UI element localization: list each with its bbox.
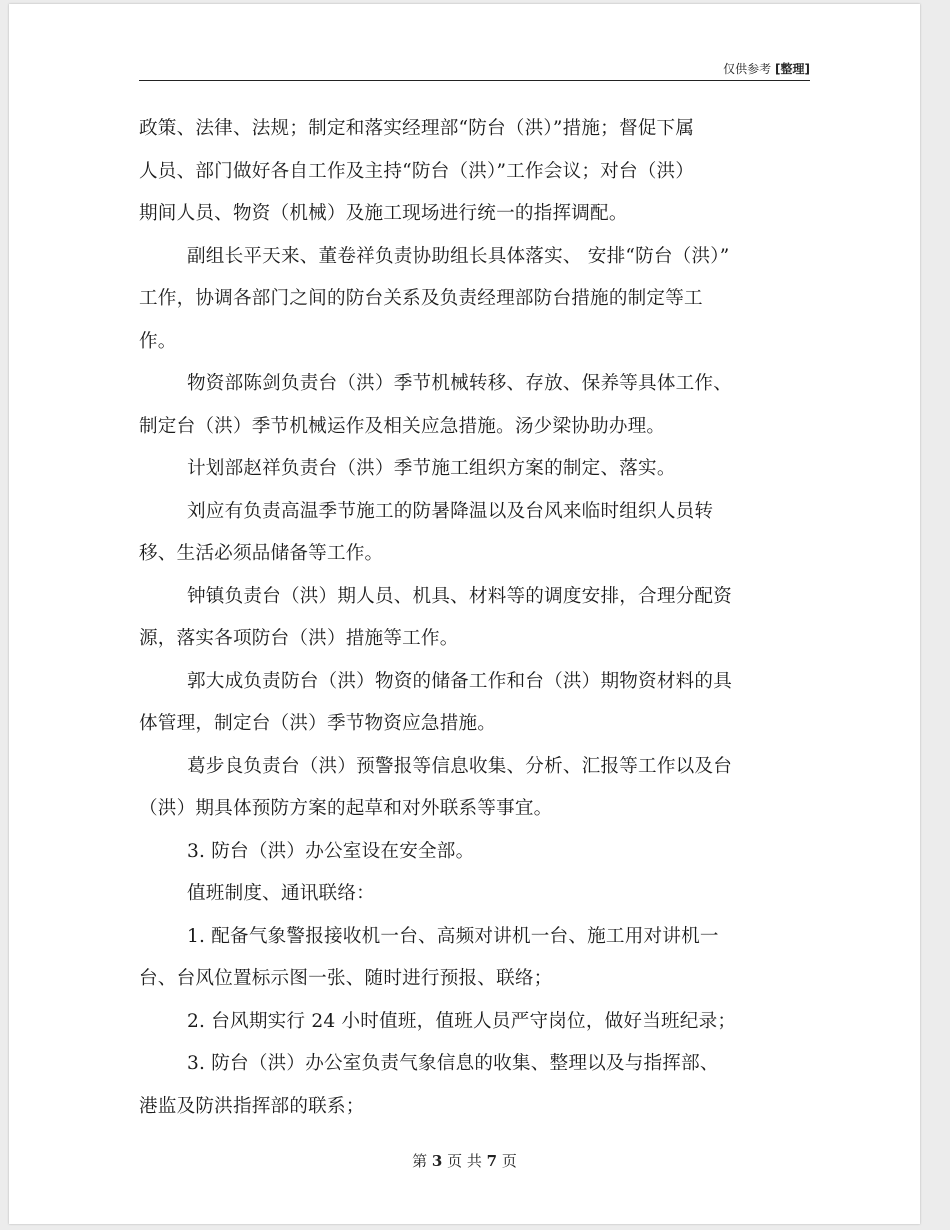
text-line: 工作，协调各部门之间的防台关系及负责经理部防台措施的制定等工 bbox=[139, 288, 703, 309]
text-line: 源，落实各项防台（洪）措施等工作。 bbox=[139, 628, 459, 649]
document-page bbox=[9, 4, 920, 1224]
page-footer bbox=[9, 1150, 920, 1171]
text-line: 3. 防台（洪）办公室设在安全部。 bbox=[187, 840, 475, 862]
text-line: 制定台（洪）季节机械运作及相关应急措施。汤少梁协助办理。 bbox=[139, 415, 666, 437]
header-tag: [整理] bbox=[775, 62, 810, 76]
header-divider bbox=[139, 80, 810, 81]
current-page-number: 3 bbox=[431, 1152, 443, 1170]
footer-prefix: 第 bbox=[412, 1152, 428, 1170]
document-body bbox=[139, 108, 819, 1128]
text-line: 葛步良负责台（洪）预警报等信息收集、分析、汇报等工作以及台 bbox=[187, 755, 733, 777]
text-line: 刘应有负责高温季节施工的防暑降温以及台风来临时组织人员转 bbox=[187, 500, 714, 522]
text-line: 台、台风位置标示图一张、随时进行预报、联络； bbox=[139, 968, 553, 989]
footer-suffix: 页 bbox=[501, 1152, 517, 1170]
text-line: 1. 配备气象警报接收机一台、高频对讲机一台、施工用对讲机一 bbox=[187, 925, 719, 947]
text-line: （洪）期具体预防方案的起草和对外联系等事宜。 bbox=[139, 798, 553, 819]
page-header bbox=[723, 60, 810, 77]
text-line: 郭大成负责防台（洪）物资的储备工作和台（洪）期物资材料的具 bbox=[187, 670, 733, 692]
text-line: 物资部陈剑负责台（洪）季节机械转移、存放、保养等具体工作、 bbox=[187, 373, 733, 394]
text-line: 作。 bbox=[139, 330, 177, 352]
text-line: 港监及防洪指挥部的联系； bbox=[139, 1095, 365, 1117]
text-line: 副组长平天来、董卷祥负责协助组长具体落实、 安排“防台（洪）” bbox=[187, 245, 730, 267]
text-line: 2. 台风期实行 24 小时值班，值班人员严守岗位，做好当班纪录； bbox=[187, 1010, 737, 1032]
text-line: 体管理，制定台（洪）季节物资应急措施。 bbox=[139, 713, 497, 734]
total-page-number: 7 bbox=[486, 1152, 498, 1170]
text-line: 移、生活必须品储备等工作。 bbox=[139, 543, 384, 564]
text-line: 值班制度、通讯联络： bbox=[187, 883, 375, 904]
text-line: 3. 防台（洪）办公室负责气象信息的收集、整理以及与指挥部、 bbox=[187, 1053, 719, 1074]
text-line: 期间人员、物资（机械）及施工现场进行统一的指挥调配。 bbox=[139, 203, 628, 224]
text-line: 政策、法律、法规；制定和落实经理部“防台（洪）”措施；督促下属 bbox=[139, 118, 695, 139]
text-line: 人员、部门做好各自工作及主持“防台（洪）”工作会议；对台（洪） bbox=[139, 160, 695, 182]
header-label: 仅供参考 bbox=[723, 62, 772, 76]
footer-middle: 页 共 bbox=[447, 1152, 482, 1170]
text-line: 钟镇负责台（洪）期人员、机具、材料等的调度安排，合理分配资 bbox=[187, 585, 733, 607]
text-line: 计划部赵祥负责台（洪）季节施工组织方案的制定、落实。 bbox=[187, 458, 676, 479]
